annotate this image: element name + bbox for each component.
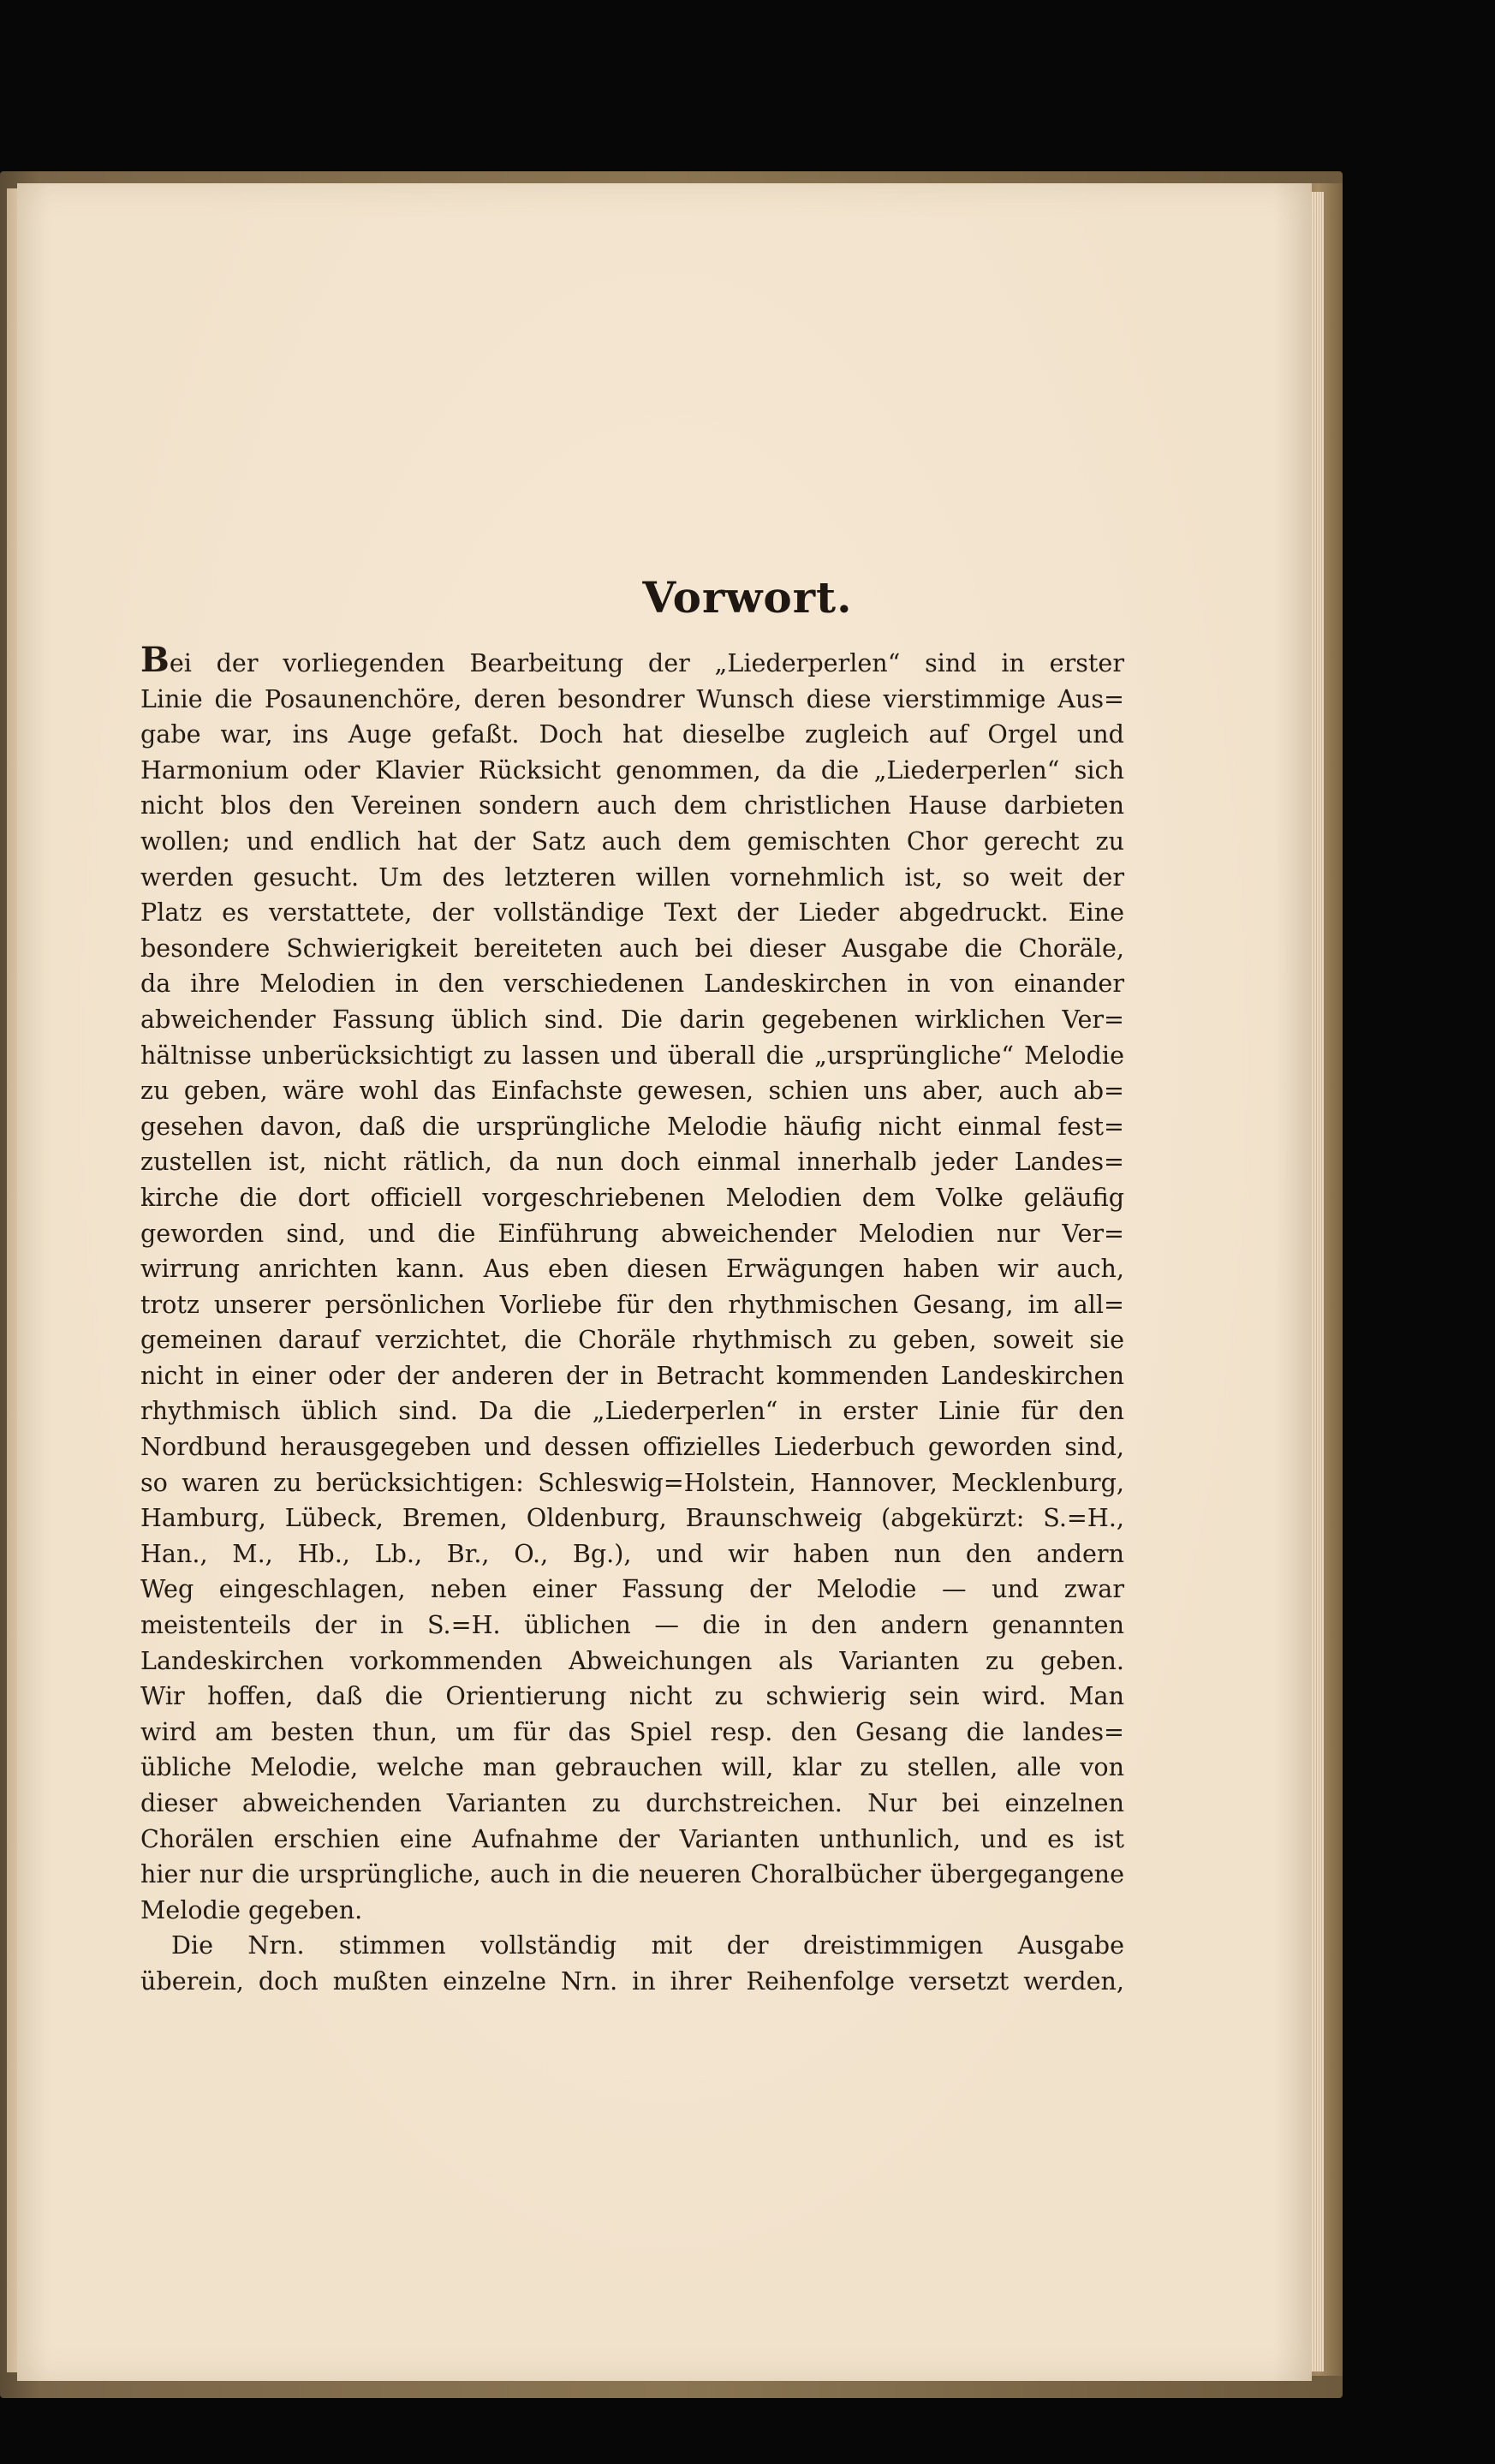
text-line: Platz es verstattete, der vollständige Text der Lieder abgedruckt. Eine — [140, 898, 1124, 928]
page-stack-edges — [1312, 192, 1324, 2372]
text-line: abweichender Fassung üblich sind. Die darin gegebenen wirklichen Ver= — [140, 1004, 1124, 1034]
text-line: wirrung anrichten kann. Aus eben diesen Erwägungen haben wir auch, — [140, 1254, 1124, 1284]
drop-cap: B — [140, 640, 170, 680]
text-line: Wir hoffen, daß die Orientierung nicht zu schwierig sein wird. Man — [140, 1681, 1124, 1711]
text-line: da ihre Melodien in den verschiedenen Landeskirchen in von einander — [140, 969, 1124, 999]
text-line: nicht blos den Vereinen sondern auch dem christlichen Hause darbieten — [140, 791, 1124, 820]
text-line: hier nur die ursprüngliche, auch in die neueren Choralbücher übergegangene — [140, 1859, 1124, 1889]
text-line: übliche Melodie, welche man gebrauchen will, klar zu stellen, alle von — [140, 1752, 1124, 1782]
text-line: hältnisse unberücksichtigt zu lassen und überall die „ursprüngliche“ Melodie — [140, 1040, 1124, 1070]
text-line: Weg eingeschlagen, neben einer Fassung der Melodie — und zwar — [140, 1574, 1124, 1604]
text-line: besondere Schwierigkeit bereiteten auch bei dieser Ausgabe die Choräle, — [140, 933, 1124, 963]
text-line: gesehen davon, daß die ursprüngliche Melodie häufig nicht einmal fest= — [140, 1111, 1124, 1141]
text-line: Chorälen erschien eine Aufnahme der Varianten unthunlich, und es ist — [140, 1823, 1124, 1853]
text-line: meistenteils der in S.=H. üblichen — die in den andern genannten — [140, 1610, 1124, 1640]
text-line: nicht in einer oder der anderen der in Betracht kommenden Landeskirchen — [140, 1360, 1124, 1390]
text-line-rest: ei der vorliegenden Bearbeitung der „Liederperlen“ sind in erster — [169, 648, 1124, 677]
text-line: zustellen ist, nicht rätlich, da nun doch einmal innerhalb jeder Landes= — [140, 1147, 1124, 1177]
text-line: überein, doch mußten einzelne Nrn. in ihrer Reihenfolge versetzt werden, — [140, 1966, 1124, 1996]
text-line: rhythmisch üblich sind. Da die „Liederperlen“ in erster Linie für den — [140, 1396, 1124, 1426]
text-line: Hamburg, Lübeck, Bremen, Oldenburg, Braunschweig (abgekürzt: S.=H., — [140, 1503, 1124, 1533]
page-heading: Vorwort. — [642, 572, 853, 623]
text-line: zu geben, wäre wohl das Einfachste gewesen, schien uns aber, auch ab= — [140, 1076, 1124, 1106]
preface-text — [140, 640, 1124, 2000]
text-line: gemeinen darauf verzichtet, die Choräle rhythmisch zu geben, soweit sie — [140, 1325, 1124, 1355]
text-line — [140, 640, 1124, 682]
text-line: gabe war, ins Auge gefaßt. Doch hat dieselbe zugleich auf Orgel und — [140, 719, 1124, 749]
text-line: Landeskirchen vorkommenden Abweichungen als Varianten zu geben. — [140, 1645, 1124, 1675]
text-line: wollen; und endlich hat der Satz auch dem gemischten Chor gerecht zu — [140, 826, 1124, 856]
text-line: so waren zu berücksichtigen: Schleswig=Holstein, Hannover, Mecklenburg, — [140, 1467, 1124, 1497]
text-line: wird am besten thun, um für das Spiel resp. den Gesang die landes= — [140, 1716, 1124, 1746]
text-line: Nordbund herausgegeben und dessen offizielles Liederbuch geworden sind, — [140, 1432, 1124, 1462]
text-line: Han., M., Hb., Lb., Br., O., Bg.), und wir haben nun den andern — [140, 1538, 1124, 1568]
text-line: werden gesucht. Um des letzteren willen vornehmlich ist, so weit der — [140, 862, 1124, 892]
text-line: dieser abweichenden Varianten zu durchstreichen. Nur bei einzelnen — [140, 1788, 1124, 1817]
text-line: Linie die Posaunenchöre, deren besondrer Wunsch diese vierstimmige Aus= — [140, 683, 1124, 713]
text-line: geworden sind, und die Einführung abweichender Melodien nur Ver= — [140, 1218, 1124, 1248]
text-line: kirche die dort officiell vorgeschriebenen Melodien dem Volke geläufig — [140, 1182, 1124, 1212]
text-line: Harmonium oder Klavier Rücksicht genommen, da die „Liederperlen“ sich — [140, 755, 1124, 785]
text-line: trotz unserer persönlichen Vorliebe für den rhythmischen Gesang, im all= — [140, 1289, 1124, 1319]
text-line: Melodie gegeben. — [140, 1894, 363, 1924]
text-line: Die Nrn. stimmen vollständig mit der dreistimmigen Ausgabe — [171, 1930, 1124, 1960]
